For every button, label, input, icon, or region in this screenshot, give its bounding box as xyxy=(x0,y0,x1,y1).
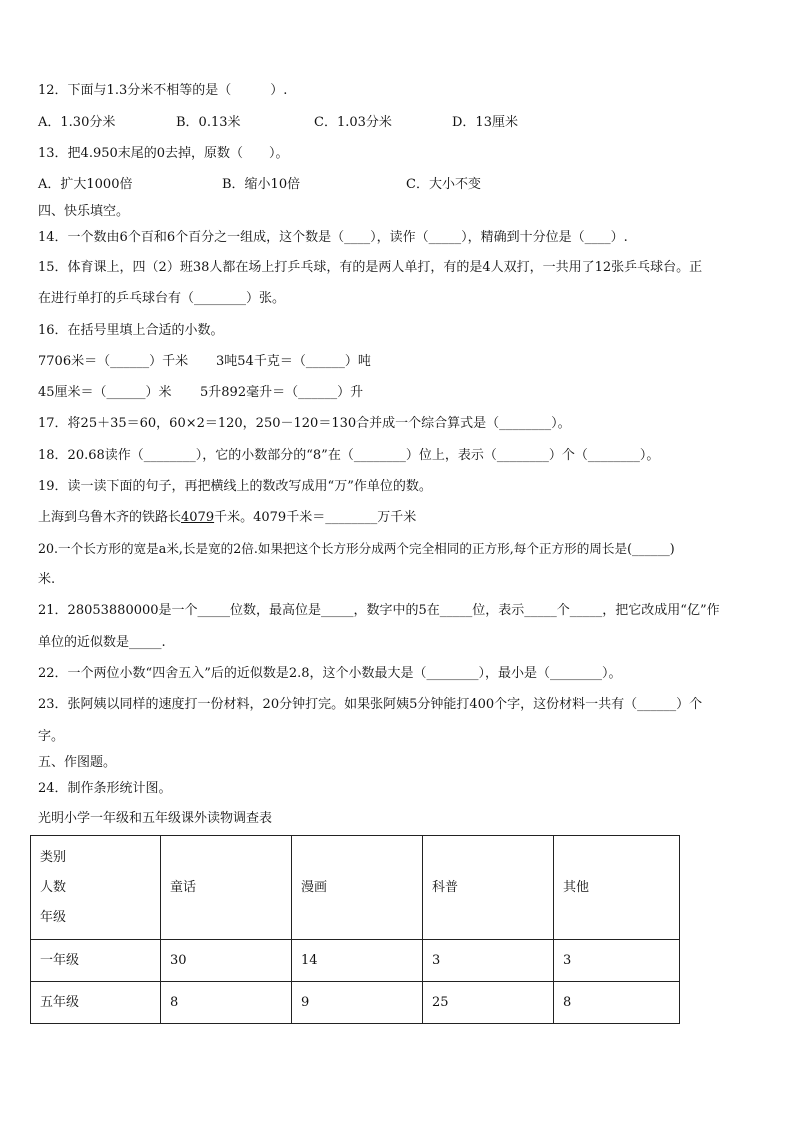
table-row xyxy=(31,940,680,982)
table-cell: 3 xyxy=(423,940,554,982)
q13-option-b: B．缩小10倍 xyxy=(222,177,301,192)
q12-option-d: D．13厘米 xyxy=(452,115,518,130)
table-cell: 8 xyxy=(161,982,292,1024)
table-cell: 30 xyxy=(161,940,292,982)
q12-option-a: A．1.30分米 xyxy=(38,115,116,130)
q15-line1: 15．体育课上，四（2）班38人都在场上打乒乓球，有的是两人单打，有的是4人双打，一共用了12张乒乓球台。正 xyxy=(38,260,703,275)
q15-line2: 在进行单打的乒乓球台有（________）张。 xyxy=(38,291,286,306)
col-header-other: 其他 xyxy=(554,836,680,940)
q12-stem: 12．下面与1.3分米不相等的是（ ）. xyxy=(38,83,288,98)
q16-row2 xyxy=(38,385,363,401)
row-header-grade5: 五年级 xyxy=(31,982,161,1024)
q20-line2: 米. xyxy=(38,572,56,587)
table-cell: 8 xyxy=(554,982,680,1024)
section-4-heading: 四、快乐填空。 xyxy=(38,204,130,219)
q17: 17．将25＋35＝60，60×2＝120，250－120＝130合并成一个综合算式是（________）。 xyxy=(38,416,571,431)
q19-sentence-start: 上海到乌鲁木齐的铁路长 xyxy=(38,510,182,525)
survey-table xyxy=(30,835,680,1024)
section-5-heading: 五、作图题。 xyxy=(38,755,117,770)
table-header-row xyxy=(31,836,680,940)
q19-underlined-number: 4079 xyxy=(181,510,215,525)
q21-line1: 21．28053880000是一个_____位数，最高位是_____，数字中的5在_____位，表示_____个_____，把它改成用“亿”作 xyxy=(38,603,720,618)
q13-stem: 13．把4.950末尾的0去掉，原数（ ）。 xyxy=(38,146,289,161)
q22: 22．一个两位小数“四舍五入”后的近似数是2.8，这个小数最大是（________），最小是（________）。 xyxy=(38,666,622,681)
q16-row2-right: 5升892毫升＝（______）升 xyxy=(200,385,364,400)
q12-options xyxy=(38,115,518,131)
table-row xyxy=(31,982,680,1024)
row-header-grade1: 一年级 xyxy=(31,940,161,982)
q16-row1-left: 7706米＝（______）千米 xyxy=(38,354,189,369)
col-header-science: 科普 xyxy=(423,836,554,940)
q19-sentence-end: 千米。4079千米＝________万千米 xyxy=(214,510,417,525)
corner-label-count: 人数 xyxy=(40,879,67,895)
table-cell: 3 xyxy=(554,940,680,982)
q12-option-b: B．0.13米 xyxy=(176,115,241,130)
q16-row1-right: 3吨54千克＝（______）吨 xyxy=(216,354,371,369)
col-header-fairy-tales: 童话 xyxy=(161,836,292,940)
q23-line2: 字。 xyxy=(38,729,65,744)
q16-stem: 16．在括号里填上合适的小数。 xyxy=(38,323,224,338)
corner-label-category: 类别 xyxy=(40,849,67,865)
table-cell: 25 xyxy=(423,982,554,1024)
q23-line1: 23．张阿姨以同样的速度打一份材料，20分钟打完。如果张阿姨5分钟能打400个字，这份材料一共有（______）个 xyxy=(38,697,703,712)
table-cell: 9 xyxy=(292,982,423,1024)
q19-stem: 19．读一读下面的句子，再把横线上的数改写成用“万”作单位的数。 xyxy=(38,479,432,494)
col-header-comics: 漫画 xyxy=(292,836,423,940)
q19-sentence xyxy=(38,510,416,526)
q12-option-c: C．1.03分米 xyxy=(314,115,392,130)
q13-options xyxy=(38,177,481,193)
q16-row2-left: 45厘米＝（______）米 xyxy=(38,385,172,400)
table-cell: 14 xyxy=(292,940,423,982)
q16-row1 xyxy=(38,354,371,370)
q21-line2: 单位的近似数是_____. xyxy=(38,635,166,650)
q24-stem: 24．制作条形统计图。 xyxy=(38,781,172,796)
q13-option-a: A．扩大1000倍 xyxy=(38,177,133,192)
table-title: 光明小学一年级和五年级课外读物调查表 xyxy=(38,811,273,826)
q20-line1: 20.一个长方形的宽是a米,长是宽的2倍.如果把这个长方形分成两个完全相同的正方形,每个正方形的周长是(______) xyxy=(38,541,675,556)
table-corner-cell xyxy=(31,836,161,940)
q18: 18．20.68读作（________），它的小数部分的“8”在（________）位上，表示（________）个（________）。 xyxy=(38,448,660,463)
corner-label-grade: 年级 xyxy=(40,909,67,925)
q14: 14．一个数由6个百和6个百分之一组成，这个数是（____），读作（_____），精确到十分位是（____）. xyxy=(38,230,628,245)
q13-option-c: C．大小不变 xyxy=(406,177,481,192)
